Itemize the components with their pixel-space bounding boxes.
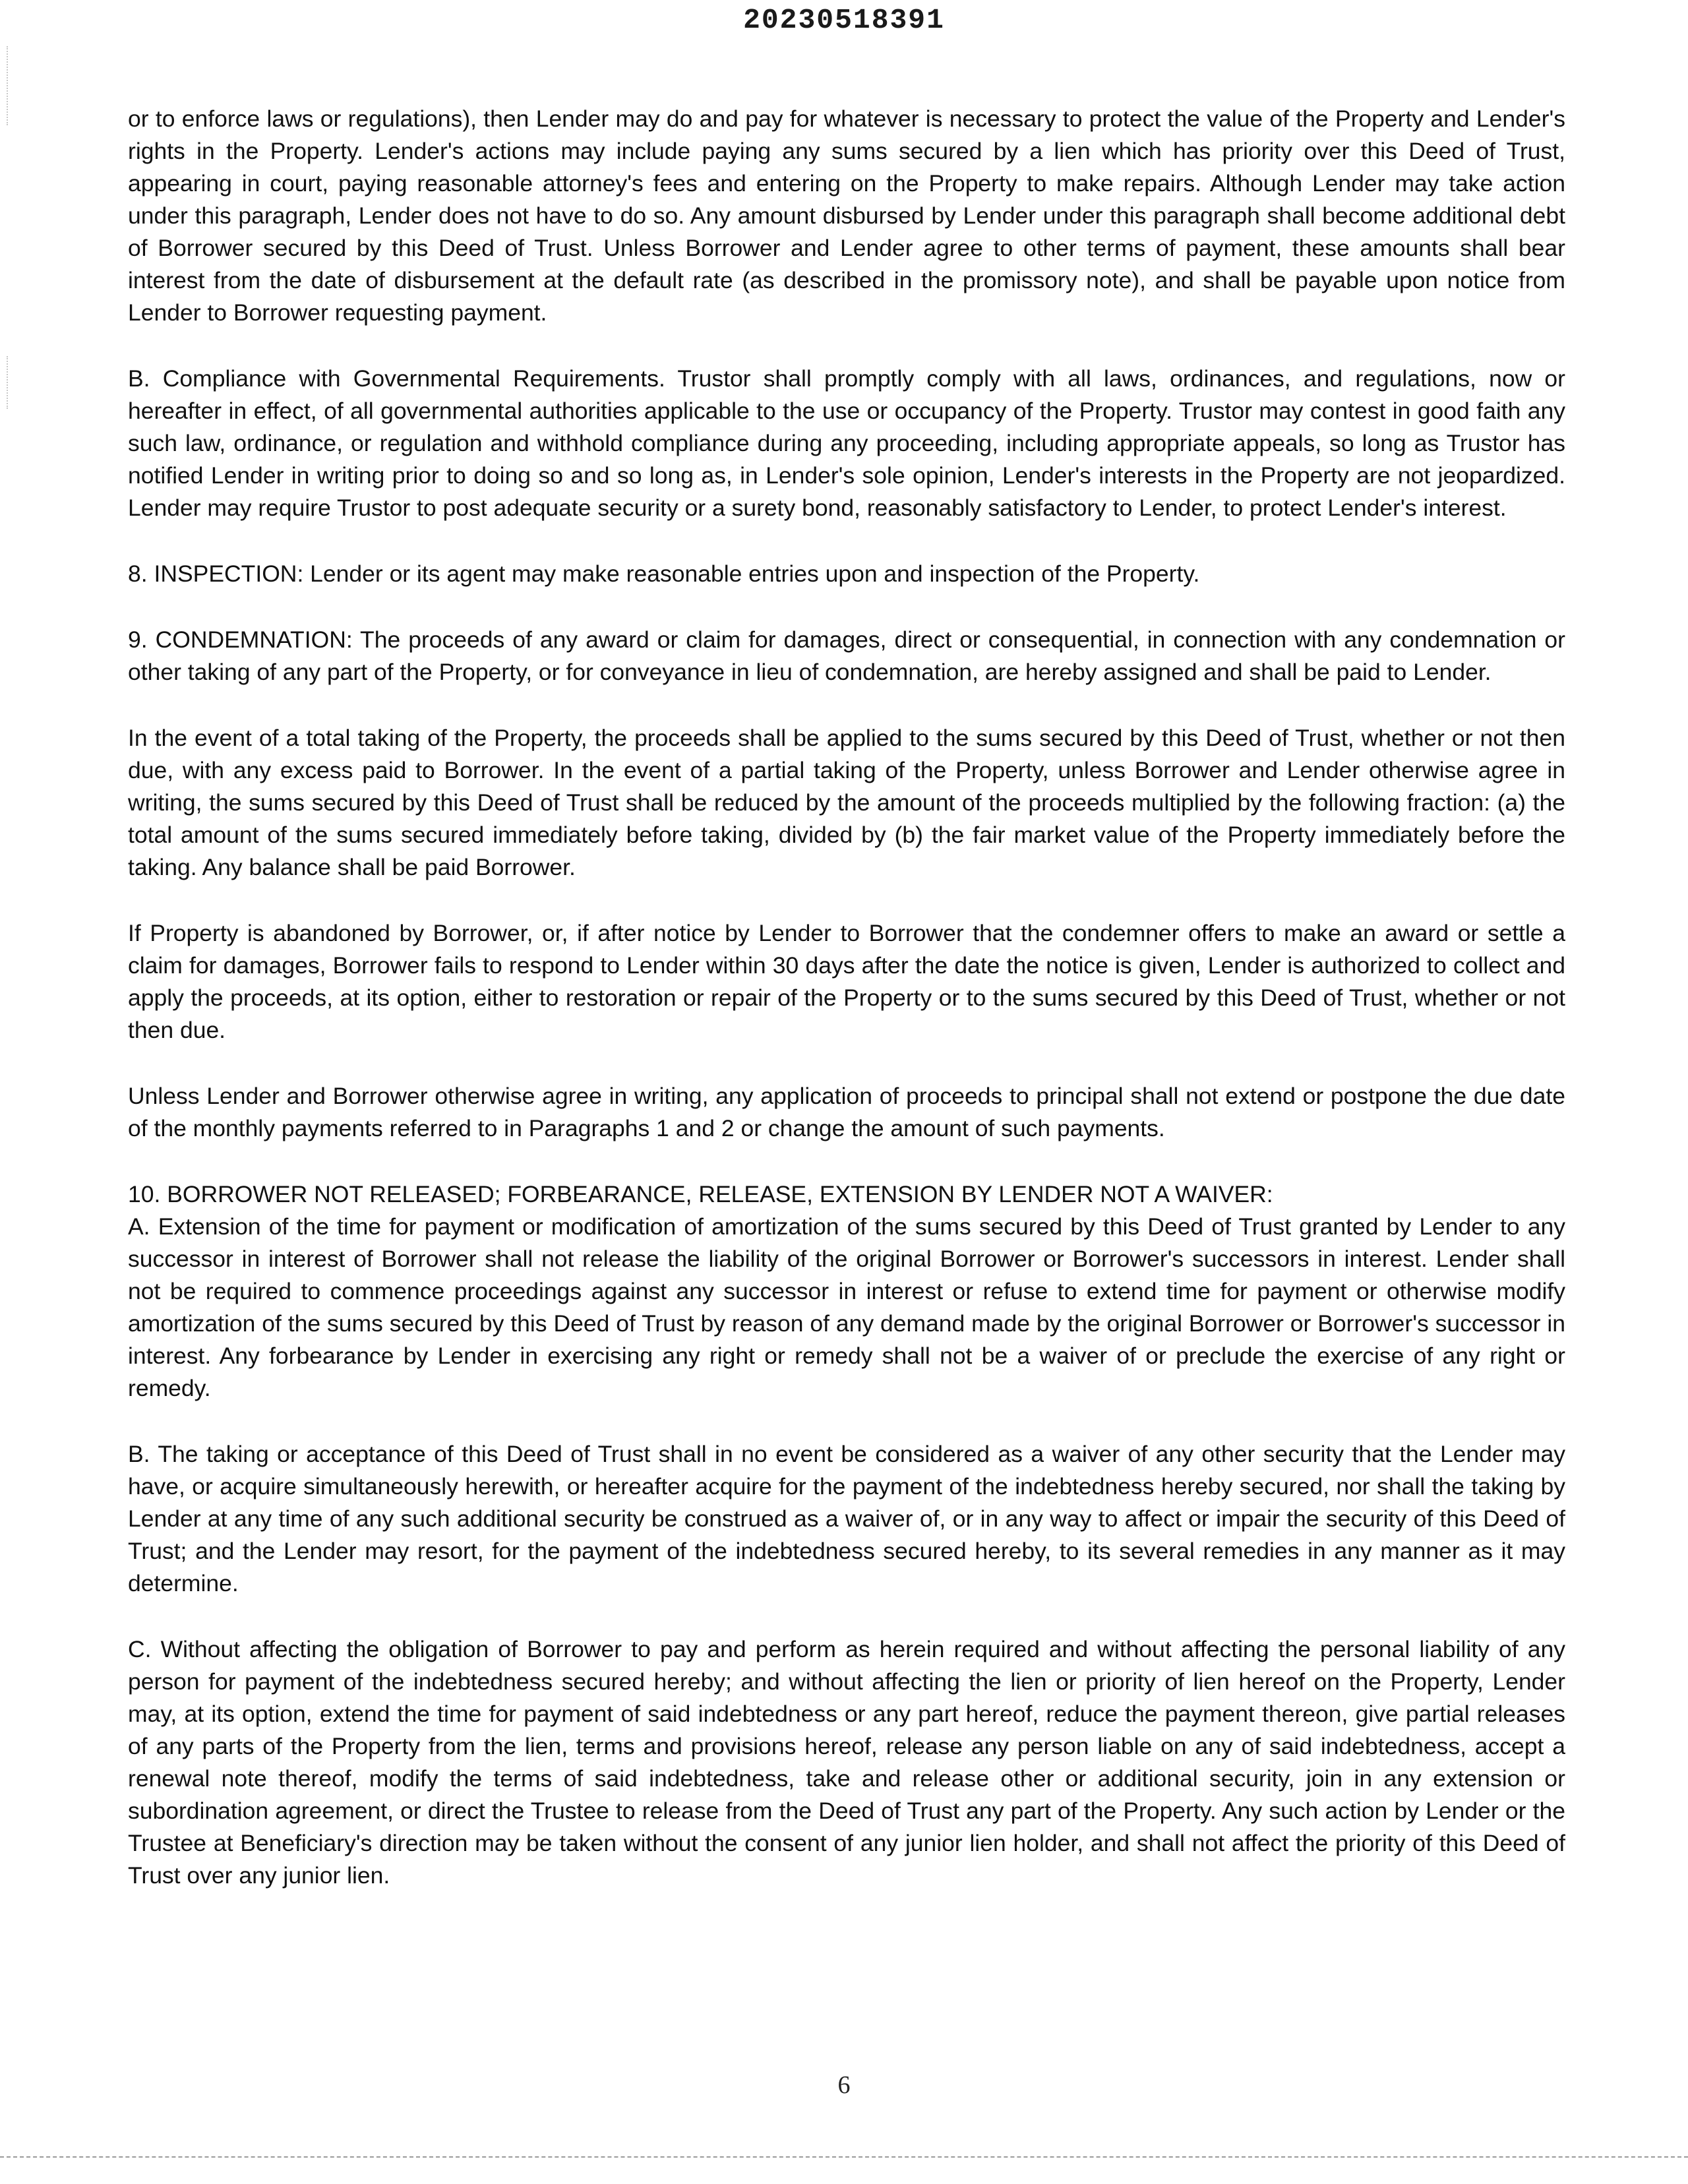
paragraph-abandonment: If Property is abandoned by Borrower, or, if after notice by Lender to Borrower that the condemner offers to make an award or settle a claim for damages, Borrower fails to respond to Lender within 30 days after the date the notice is given, Lender is authorized to collect and apply the proceeds, at its option, either to restoration or repair of the Property or to the sums secured by this Deed of Trust, whether or not then due. — [128, 920, 1565, 1043]
scan-margin-mark — [7, 46, 8, 125]
scan-margin-mark — [7, 356, 8, 409]
section-heading-borrower-not-released: 10. BORROWER NOT RELEASED; FORBEARANCE, RELEASE, EXTENSION BY LENDER NOT A WAIVER: — [128, 1181, 1273, 1207]
paragraph-governmental-compliance: B. Compliance with Governmental Requirements. Trustor shall promptly comply with all laws, ordinances, and regulations, now or hereafter in effect, of all governmental authorities applicable to the use or occupancy of the Property. Trustor may contest in good faith any such law, ordinance, or regulation and withhold compliance during any proceeding, including appropriate appeals, so long as Trustor has notified Lender in writing prior to doing so and so long as, in Lender's sole opinion, Lender's interests in the Property are not jeopardized. Lender may require Trustor to post adequate security or a surety bond, reasonably satisfactory to Lender, to protect Lender's interest. — [128, 365, 1565, 521]
paragraph-application-of-proceeds: Unless Lender and Borrower otherwise agree in writing, any application of proceeds to principal shall not extend or postpone the due date of the monthly payments referred to in Paragraphs 1 and 2 or change the amount of such payments. — [128, 1083, 1565, 1141]
paragraph-lender-options: C. Without affecting the obligation of Borrower to pay and perform as herein required and without affecting the personal liability of any person for payment of the indebtedness secured hereby; and without affecting the lien or priority of lien hereof on the Property, Lender may, at its option, extend the time for payment of said indebtedness or any part hereof, reduce the payment thereon, give partial releases of any parts of the Property from the lien, terms and provisions hereof, release any person liable on any of said indebtedness, accept a renewal note thereof, modify the terms of said indebtedness, take and release other or additional security, join in any extension or subordination agreement, or direct the Trustee to release from the Deed of Trust any part of the Property. Any such action by Lender or the Trustee at Beneficiary's direction may be taken without the consent of any junior lien holder, and shall not affect the priority of this Deed of Trust over any junior lien. — [128, 1636, 1565, 1889]
paragraph-inspection: 8. INSPECTION: Lender or its agent may make reasonable entries upon and inspection of the Property. — [128, 561, 1200, 587]
paragraph-acceptance-not-waiver: B. The taking or acceptance of this Deed of Trust shall in no event be considered as a waiver of any other security that the Lender may have, or acquire simultaneously herewith, or hereafter acquire for the payment of the indebtedness hereby secured, nor shall the taking by Lender at any time of any such additional security be construed as a waiver of, or in any way to affect or impair the security of this Deed of Trust; and the Lender may resort, for the payment of the indebtedness secured hereby, to its several remedies in any manner as it may determine. — [128, 1441, 1565, 1596]
page-number: 6 — [837, 2071, 851, 2099]
paragraph-total-taking: In the event of a total taking of the Property, the proceeds shall be applied to the sums secured by this Deed of Trust, whether or not then due, with any excess paid to Borrower. In the event of a partial taking of the Property, unless Borrower and Lender otherwise agree in writing, the sums secured by this Deed of Trust shall be reduced by the amount of the proceeds multiplied by the following fraction: (a) the total amount of the sums secured immediately before taking, divided by (b) the fair market value of the Property immediately before the taking. Any balance shall be paid Borrower. — [128, 725, 1565, 880]
paragraph-extension-of-time: A. Extension of the time for payment or modification of amortization of the sums secured by this Deed of Trust granted by Lender to any successor in interest of Borrower shall not release the liability of the original Borrower or Borrower's successors in interest. Lender shall not be required to commence proceedings against any successor in interest or refuse to extend time for payment or otherwise modify amortization of the sums secured by this Deed of Trust by reason of any demand made by the original Borrower or Borrower's successor in interest. Any forbearance by Lender in exercising any right or remedy shall not be a waiver of or preclude the exercise of any right or remedy. — [128, 1213, 1565, 1401]
paragraph-protection-of-lender-rights: or to enforce laws or regulations), then Lender may do and pay for whatever is necessary to protect the value of the Property and Lender's rights in the Property. Lender's actions may include paying any sums secured by a lien which has priority over this Deed of Trust, appearing in court, paying reasonable attorney's fees and entering on the Property to make repairs. Although Lender may take action under this paragraph, Lender does not have to do so. Any amount disbursed by Lender under this paragraph shall become additional debt of Borrower secured by this Deed of Trust. Unless Borrower and Lender agree to other terms of payment, these amounts shall bear interest from the date of disbursement at the default rate (as described in the promissory note), and shall be payable upon notice from Lender to Borrower requesting payment. — [128, 106, 1565, 326]
bottom-scan-rule — [0, 2156, 1688, 2158]
paragraph-condemnation: 9. CONDEMNATION: The proceeds of any award or claim for damages, direct or consequential, in connection with any condemnation or other taking of any part of the Property, or for conveyance in lieu of condemnation, are hereby assigned and shall be paid to Lender. — [128, 626, 1565, 685]
document-body — [128, 103, 1565, 1926]
document-number: 20230518391 — [743, 4, 945, 36]
